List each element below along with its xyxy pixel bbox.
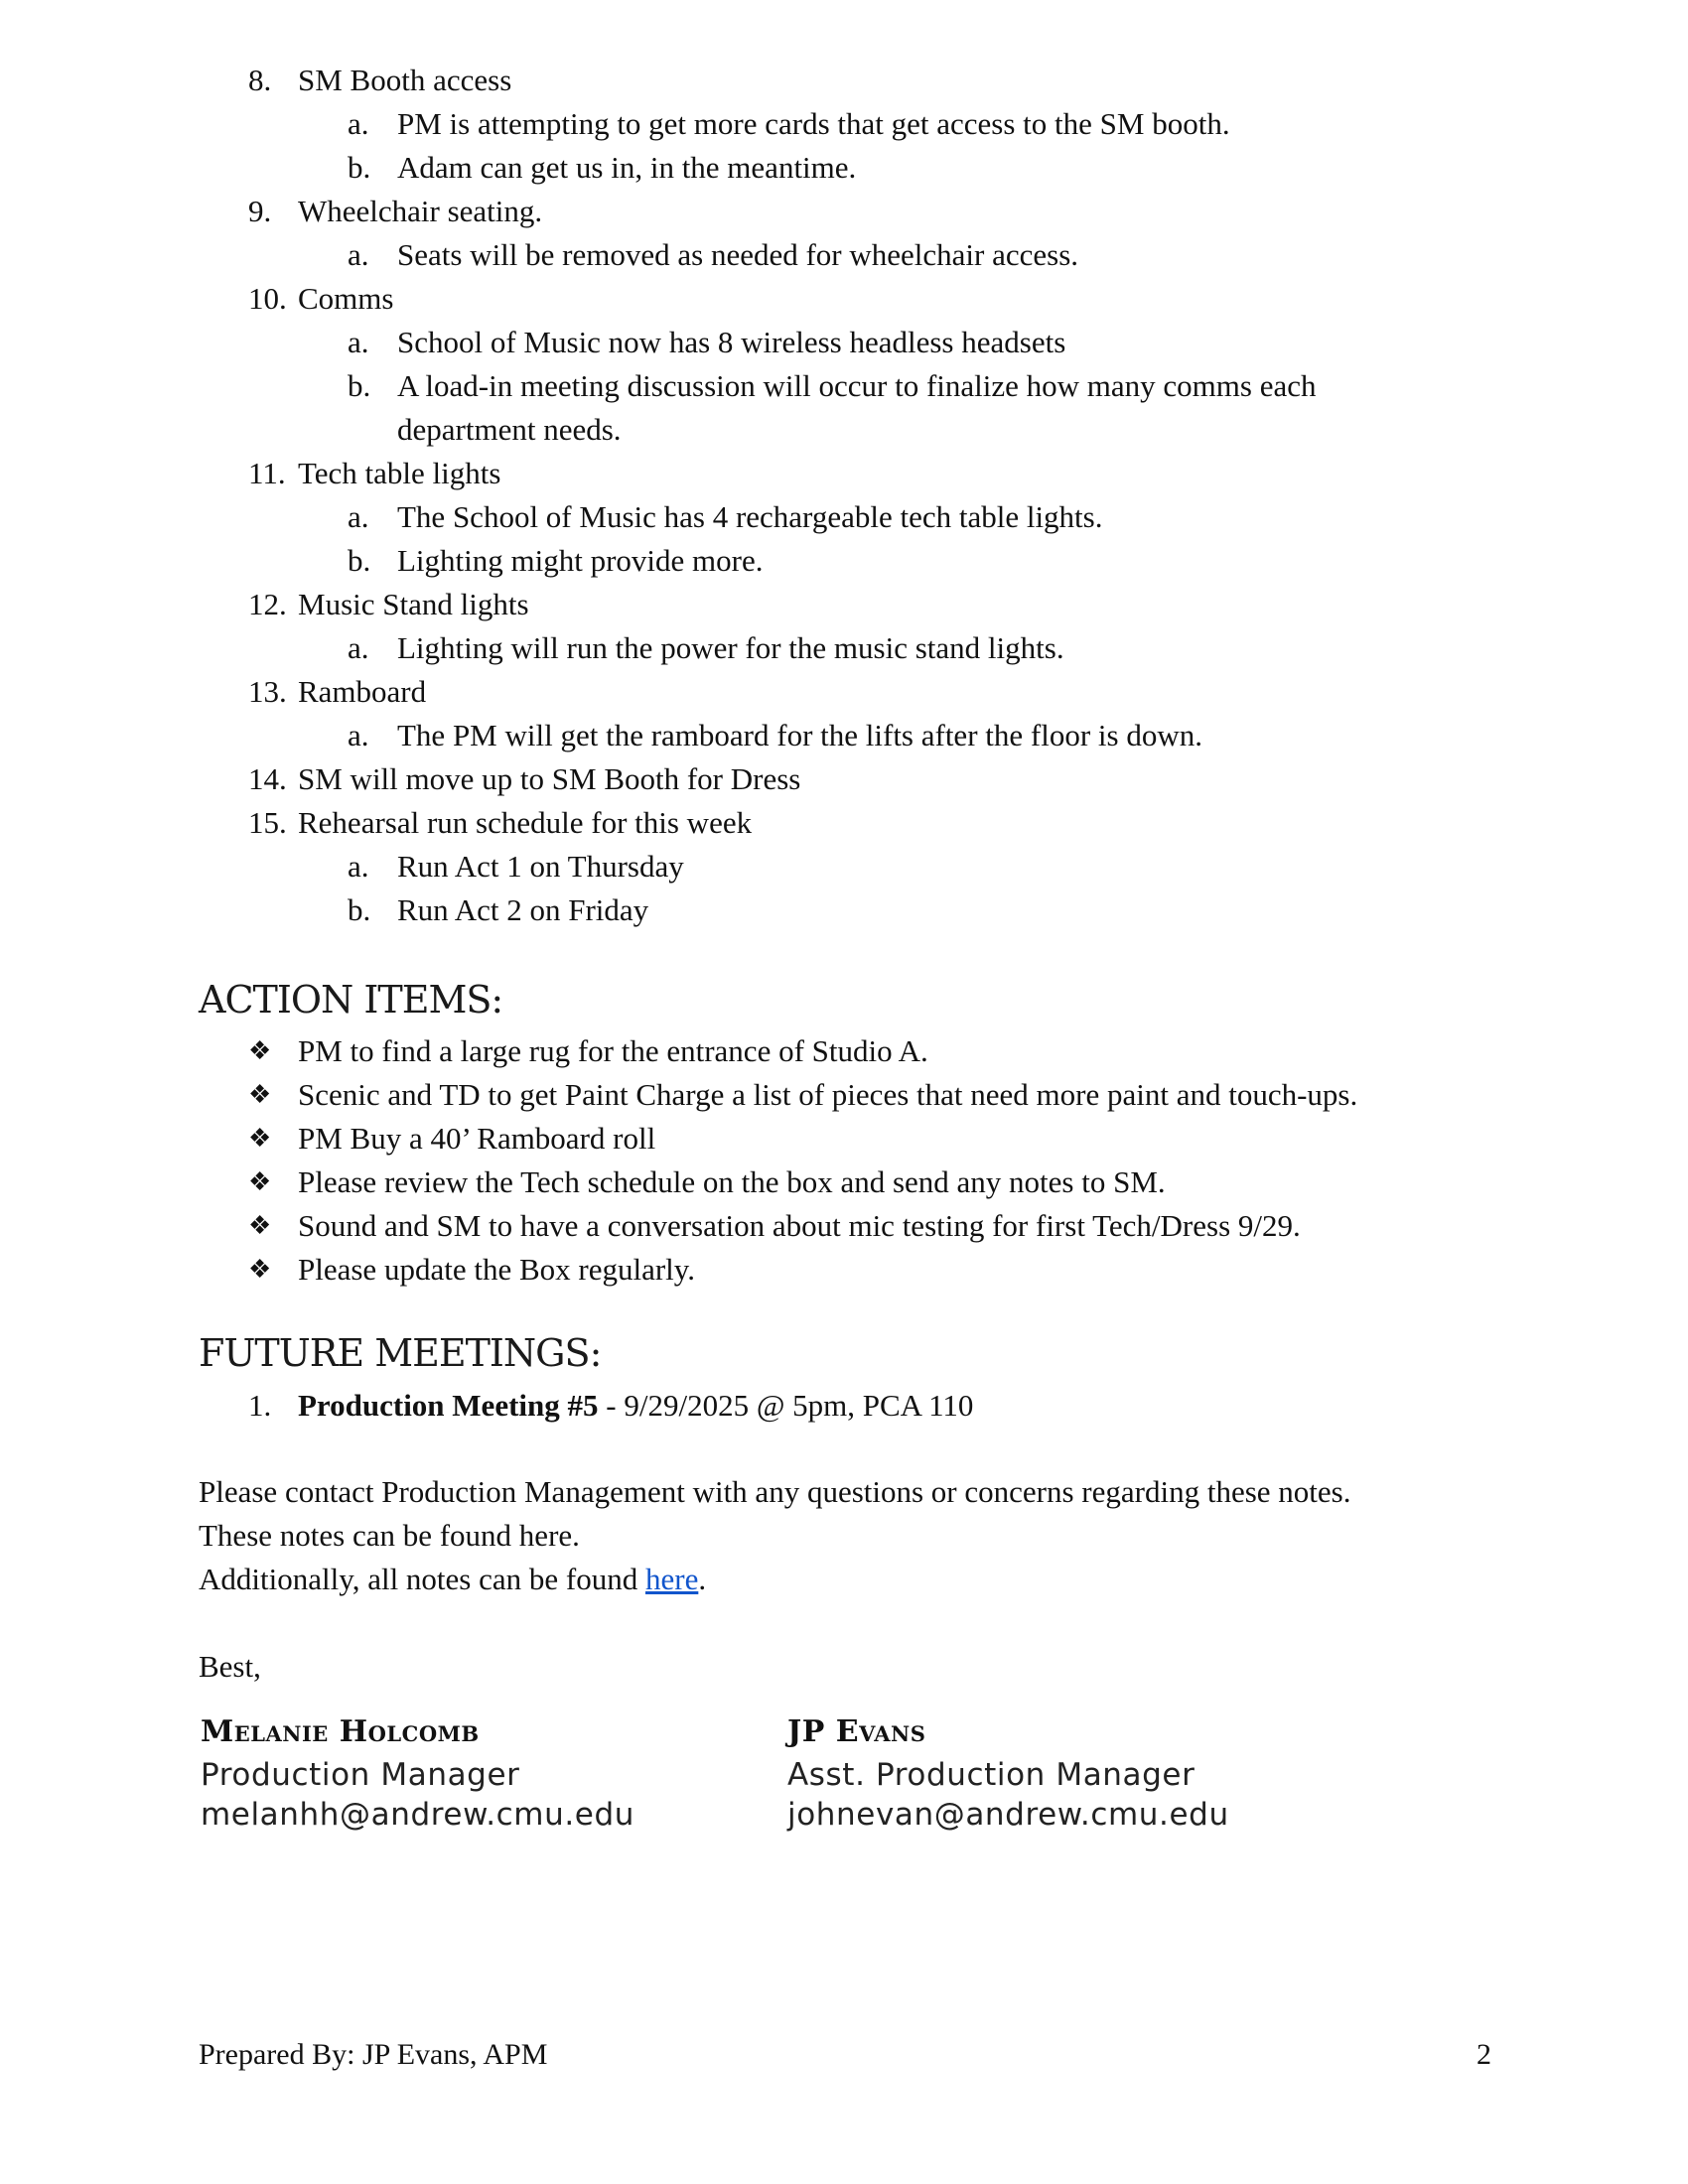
diamond-bullet-icon: ❖	[248, 1124, 272, 1153]
diamond-bullet-icon: ❖	[248, 1211, 272, 1240]
list-number: 11.	[248, 456, 286, 490]
signature-name: Melanie Holcomb	[201, 1714, 480, 1749]
sub-list-letter: a.	[348, 325, 369, 359]
sub-list-text: The School of Music has 4 rechargeable tech table lights.	[397, 499, 1103, 534]
list-text: SM will move up to SM Booth for Dress	[298, 761, 801, 796]
sub-list-letter: b.	[348, 368, 371, 403]
list-text: Comms	[298, 281, 394, 316]
closing-punct: .	[698, 1562, 707, 1596]
meeting-title: Production Meeting #5	[298, 1388, 599, 1423]
closing-text: Additionally, all notes can be found	[199, 1562, 645, 1596]
signature-title: Asst. Production Manager	[787, 1757, 1196, 1793]
meeting-text	[298, 1384, 973, 1428]
list-number: 15.	[248, 805, 287, 840]
sub-list-letter: b.	[348, 892, 371, 927]
list-text: Music Stand lights	[298, 587, 529, 621]
list-number: 9.	[248, 194, 272, 228]
sub-list-text: Lighting will run the power for the music stand lights.	[397, 630, 1064, 665]
sub-list-text: PM is attempting to get more cards that get access to the SM booth.	[397, 106, 1230, 141]
sub-list-letter: a.	[348, 630, 369, 665]
list-text: SM Booth access	[298, 63, 512, 97]
diamond-bullet-icon: ❖	[248, 1036, 272, 1065]
notes-link[interactable]: here	[644, 1562, 699, 1596]
list-text: Ramboard	[298, 674, 427, 709]
sub-list-letter: a.	[348, 718, 369, 752]
closing-line: These notes can be found here.	[199, 1518, 580, 1553]
sub-list-text: Run Act 1 on Thursday	[397, 849, 684, 884]
action-item-text: Please update the Box regularly.	[298, 1252, 696, 1287]
list-text: Wheelchair seating.	[298, 194, 543, 228]
diamond-bullet-icon: ❖	[248, 1255, 272, 1284]
list-number: 12.	[248, 587, 287, 621]
action-item-text: Please review the Tech schedule on the box and send any notes to SM.	[298, 1164, 1166, 1199]
action-item-text: Sound and SM to have a conversation about mic testing for first Tech/Dress 9/29.	[298, 1208, 1301, 1243]
diamond-bullet-icon: ❖	[248, 1167, 272, 1196]
sub-list-text: Seats will be removed as needed for wheelchair access.	[397, 237, 1079, 272]
signoff: Best,	[199, 1649, 261, 1684]
future-meetings-heading: FUTURE MEETINGS:	[199, 1331, 602, 1375]
signature-email: melanhh@andrew.cmu.edu	[201, 1797, 634, 1833]
action-item-text: Scenic and TD to get Paint Charge a list of pieces that need more paint and touch-ups.	[298, 1077, 1358, 1112]
list-number: 1.	[248, 1388, 272, 1423]
action-item-text: PM to find a large rug for the entrance of Studio A.	[298, 1033, 928, 1068]
list-text: Rehearsal run schedule for this week	[298, 805, 753, 840]
list-number: 13.	[248, 674, 287, 709]
diamond-bullet-icon: ❖	[248, 1080, 272, 1109]
signature-name: JP Evans	[787, 1714, 926, 1749]
sub-list-text: A load-in meeting discussion will occur to finalize how many comms each	[397, 368, 1317, 403]
page-number: 2	[1477, 2038, 1491, 2071]
sub-list-letter: a.	[348, 849, 369, 884]
action-item-text: PM Buy a 40’ Ramboard roll	[298, 1121, 656, 1156]
signature-email: johnevan@andrew.cmu.edu	[787, 1797, 1229, 1833]
list-number: 14.	[248, 761, 287, 796]
sub-list-letter: b.	[348, 150, 371, 185]
list-number: 10.	[248, 281, 287, 316]
list-text: Tech table lights	[298, 456, 501, 490]
sub-list-text: The PM will get the ramboard for the lifts after the floor is down.	[397, 718, 1202, 752]
closing-line: Please contact Production Management with any questions or concerns regarding these notes.	[199, 1474, 1351, 1509]
closing-line-with-link	[199, 1558, 706, 1601]
meeting-details: - 9/29/2025 @ 5pm, PCA 110	[598, 1388, 974, 1423]
action-items-heading: ACTION ITEMS:	[199, 978, 503, 1022]
sub-list-text: Lighting might provide more.	[397, 543, 764, 578]
list-number: 8.	[248, 63, 272, 97]
sub-list-letter: a.	[348, 499, 369, 534]
sub-list-text: Run Act 2 on Friday	[397, 892, 649, 927]
sub-list-text: department needs.	[397, 412, 622, 447]
footer-prepared-by: Prepared By: JP Evans, APM	[199, 2038, 548, 2071]
sub-list-text: School of Music now has 8 wireless headless headsets	[397, 325, 1066, 359]
sub-list-letter: a.	[348, 106, 369, 141]
signature-title: Production Manager	[201, 1757, 520, 1793]
sub-list-letter: a.	[348, 237, 369, 272]
sub-list-letter: b.	[348, 543, 371, 578]
sub-list-text: Adam can get us in, in the meantime.	[397, 150, 857, 185]
